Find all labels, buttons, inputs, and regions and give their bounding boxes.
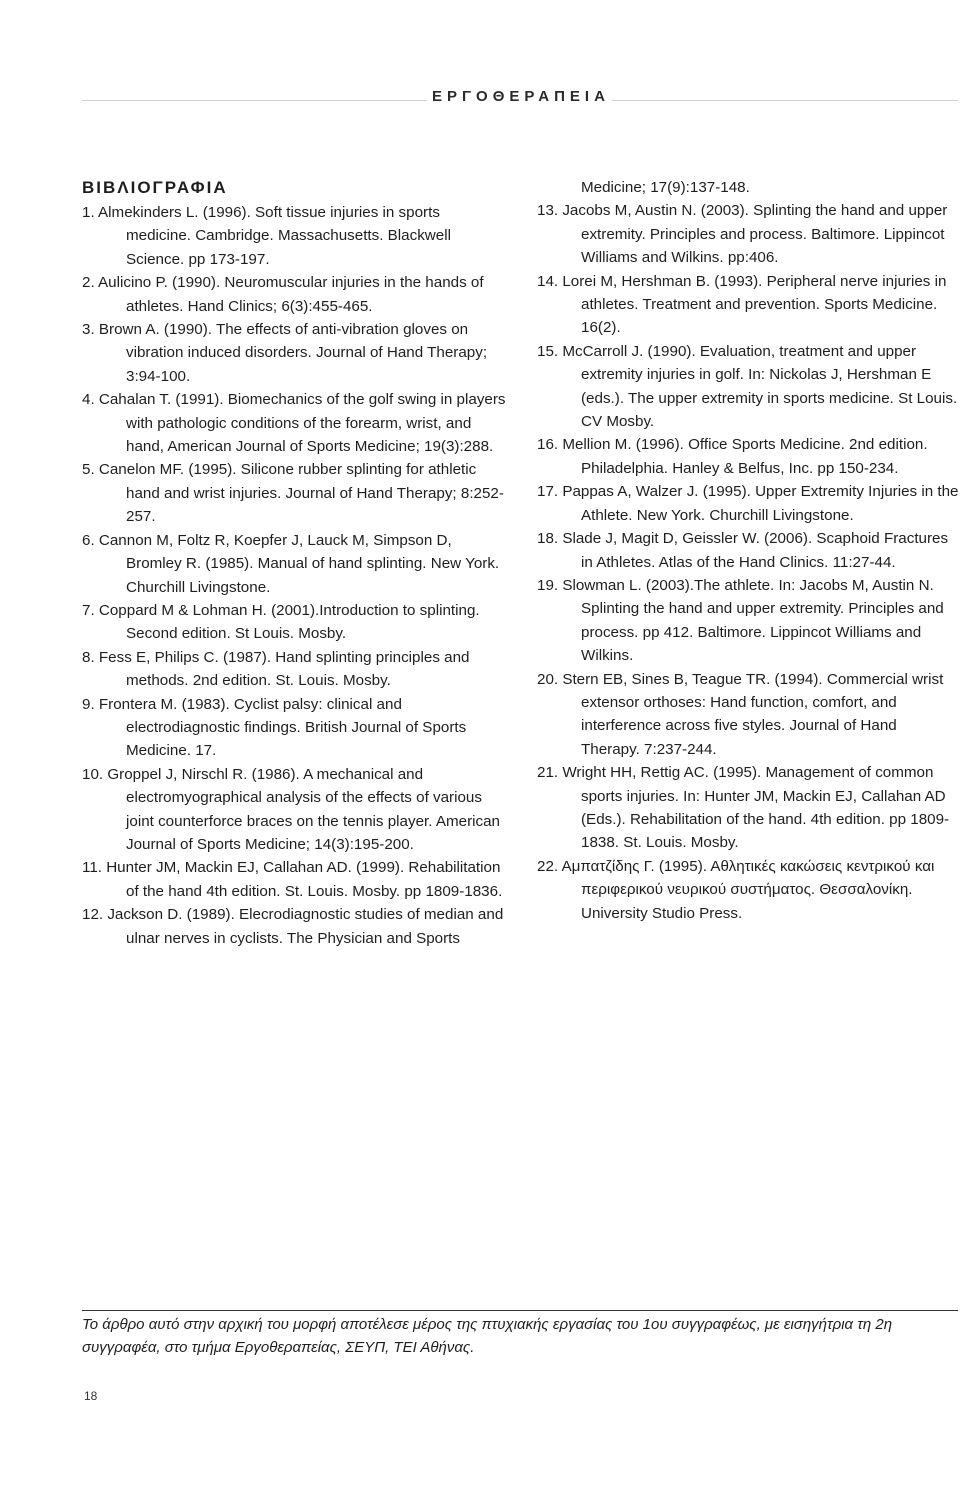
left-column: [82, 176, 506, 950]
reference-item: 7. Coppard M & Lohman H. (2001).Introduction to splinting. Second edition. St Louis. Mosby.: [82, 601, 480, 643]
header-rule-left: [82, 100, 427, 101]
reference-item: 11. Hunter JM, Mackin EJ, Callahan AD. (1999). Rehabilitation of the hand 4th edition. St. Louis. Mosby. pp 1809-1836.: [82, 859, 503, 900]
reference-item: 18. Slade J, Magit D, Geissler W. (2006). Scaphoid Fractures in Athletes. Atlas of the Hand Clinics. 11:27-44.: [537, 530, 949, 571]
header-rule-right: [612, 100, 958, 101]
reference-item: 5. Canelon MF. (1995). Silicone rubber splinting for athletic hand and wrist injuries. Journal of Hand Therapy; 8:252-257.: [82, 461, 504, 526]
footnote: Το άρθρο αυτό στην αρχική του μορφή αποτέλεσε μέρος της πτυχιακής εργασίας του 1ου συγγραφέως, με εισηγήτρια τη 2η συγγραφέα, στο τμήμα Εργοθεραπείας, ΣΕΥΠ, ΤΕΙ Αθήνας.: [82, 1316, 893, 1356]
footnote-divider: [82, 1310, 958, 1311]
right-column: [537, 176, 959, 925]
reference-item: 21. Wright HH, Rettig AC. (1995). Management of common sports injuries. In: Hunter JM, Mackin EJ, Callahan AD (Eds.). Rehabilitation of the hand. 4th edition. pp 1809-1838. St. Louis. Mosby.: [537, 764, 950, 852]
reference-item: 20. Stern EB, Sines B, Teague TR. (1994). Commercial wrist extensor orthoses: Hand function, comfort, and interference across five styles. Journal of Hand Therapy. 7:237-244.: [537, 670, 944, 758]
reference-item: 19. Slowman L. (2003).The athlete. In: Jacobs M, Austin N. Splinting the hand and upper extremity. Principles and process. pp 412. Baltimore. Lippincot Williams and Wilkins.: [537, 576, 944, 665]
reference-item: 8. Fess E, Philips C. (1987). Hand splinting principles and methods. 2nd edition. St. Louis. Mosby.: [82, 648, 470, 690]
section-title: ΒΙΒΛΙΟΓΡΑΦΙΑ: [82, 178, 228, 197]
reference-item: 1. Almekinders L. (1996). Soft tissue injuries in sports medicine. Cambridge. Massachusetts. Blackwell Science. pp 173-197.: [82, 204, 451, 268]
reference-continuation: Medicine; 17(9):137-148.: [581, 179, 750, 196]
reference-item: 22. Αμπατζίδης Γ. (1995). Αθλητικές κακώσεις κεντρικού και περιφερικού νευρικού συστήματος. Θεσσαλονίκη. University Studio Press.: [537, 857, 935, 922]
reference-item: 17. Pappas A, Walzer J. (1995). Upper Extremity Injuries in the Athlete. New York. Churchill Livingstone.: [537, 483, 959, 524]
reference-item: 12. Jackson D. (1989). Elecrodiagnostic studies of median and ulnar nerves in cyclists. The Physician and Sports: [82, 906, 504, 947]
reference-item: 4. Cahalan T. (1991). Biomechanics of the golf swing in players with pathologic conditions of the forearm, wrist, and hand, American Journal of Sports Medicine; 19(3):288.: [82, 391, 506, 456]
reference-item: 9. Frontera M. (1983). Cyclist palsy: clinical and electrodiagnostic findings. British Journal of Sports Medicine. 17.: [82, 695, 467, 760]
reference-item: 16. Mellion M. (1996). Office Sports Medicine. 2nd edition. Philadelphia. Hanley & Belfus, Inc. pp 150-234.: [537, 436, 928, 477]
reference-item: 3. Brown A. (1990). The effects of anti-vibration gloves on vibration induced disorders. Journal of Hand Therapy; 3:94-100.: [82, 321, 488, 385]
page-header: [82, 88, 958, 110]
header-title: ΕΡΓΟΘΕΡΑΠΕΙΑ: [432, 88, 610, 105]
reference-item: 14. Lorei M, Hershman B. (1993). Peripheral nerve injuries in athletes. Treatment and prevention. Sports Medicine. 16(2).: [537, 272, 947, 337]
reference-item: 15. McCarroll J. (1990). Evaluation, treatment and upper extremity injuries in golf. In: Nickolas J, Hershman E (eds.). The upper extremity in sports medicine. St Louis. CV Mosby.: [537, 342, 958, 431]
reference-item: 13. Jacobs M, Austin N. (2003). Splinting the hand and upper extremity. Principles and process. Baltimore. Lippincot Williams and Wilkins. pp:406.: [537, 202, 948, 267]
reference-item: 6. Cannon M, Foltz R, Koepfer J, Lauck M, Simpson D, Bromley R. (1985). Manual of hand splinting. New York. Churchill Livingstone.: [82, 531, 500, 596]
page-number: 18: [84, 1389, 98, 1403]
reference-item: 2. Aulicino P. (1990). Neuromuscular injuries in the hands of athletes. Hand Clinics; 6(3):455-465.: [82, 274, 484, 315]
reference-item: 10. Groppel J, Nirschl R. (1986). A mechanical and electromyographical analysis of the effects of various joint counterforce braces on the tennis player. American Journal of Sports Medicine; 14(3):195-200.: [82, 765, 500, 853]
